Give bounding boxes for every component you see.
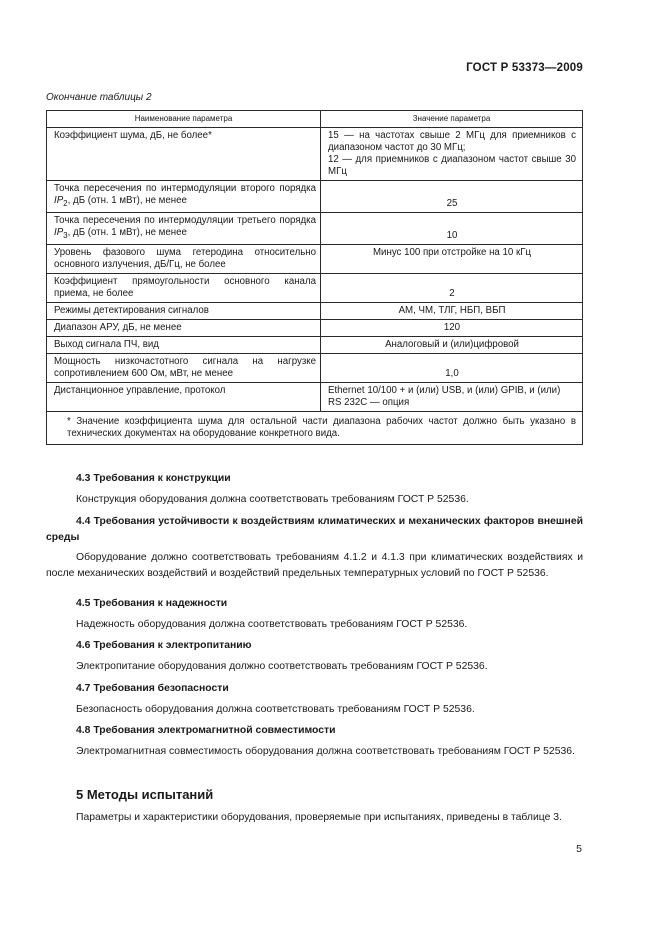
parameter-name: Диапазон АРУ, дБ, не менее <box>47 319 321 336</box>
section-paragraph: Надежность оборудования должна соответствовать требованиям ГОСТ Р 52536. <box>76 618 468 630</box>
table-row <box>47 382 583 411</box>
table-row <box>47 353 583 382</box>
section-paragraph: Конструкция оборудования должна соответствовать требованиям ГОСТ Р 52536. <box>76 493 469 505</box>
parameter-name: Дистанционное управление, протокол <box>47 382 321 411</box>
parameter-name: Точка пересечения по интермодуляции второго порядка $IP_2$, дБ (отн. 1 мВт), не менее <box>47 181 321 213</box>
section-4-4 <box>46 514 583 581</box>
section-4-5 <box>46 596 583 632</box>
parameter-value: 10 <box>321 212 583 244</box>
section-heading: 4.6 Требования к электропитанию <box>76 640 252 651</box>
column-header-parameter-value: Значение параметра <box>321 111 583 128</box>
parameter-value: Минус 100 при отстройке на 10 кГц <box>321 244 583 273</box>
parameter-value: 2 <box>321 273 583 302</box>
section-4-3 <box>46 471 583 507</box>
table-footnote: * Значение коэффициента шума для остальной части диапазона рабочих частот должно быть указано в технических документах на оборудование конкретного вида. <box>47 411 583 444</box>
table-row <box>47 336 583 353</box>
section-heading: 4.5 Требования к надежности <box>76 598 228 609</box>
section-heading: 4.8 Требования электромагнитной совместимости <box>76 725 336 736</box>
page-number: 5 <box>576 843 582 855</box>
table-row <box>47 244 583 273</box>
parameter-value: 25 <box>321 181 583 213</box>
section-paragraph: Электромагнитная совместимость оборудования должна соответствовать требованиям ГОСТ Р 52536. <box>76 745 575 757</box>
column-header-parameter-name: Наименование параметра <box>47 111 321 128</box>
parameter-value: 120 <box>321 319 583 336</box>
parameter-value: АМ, ЧМ, ТЛГ, НБП, ВБП <box>321 302 583 319</box>
parameter-name: Выход сигнала ПЧ, вид <box>47 336 321 353</box>
parameter-value: Аналоговый и (или)цифровой <box>321 336 583 353</box>
table-footnote-row <box>47 411 583 444</box>
parameter-name: Коэффициент шума, дБ, не более* <box>47 128 321 181</box>
table-row <box>47 212 583 244</box>
section-heading: 4.4 Требования устойчивости к воздействиям климатических и механических факторов внешней среды <box>46 516 583 543</box>
table-row <box>47 181 583 213</box>
table-row <box>47 319 583 336</box>
section-heading: 4.3 Требования к конструкции <box>76 473 231 484</box>
section-heading: 4.7 Требования безопасности <box>76 683 229 694</box>
table-caption: Окончание таблицы 2 <box>46 92 152 103</box>
parameter-name: Уровень фазового шума гетеродина относительно основного излучения, дБ/Гц, не более <box>47 244 321 273</box>
parameter-value: 1,0 <box>321 353 583 382</box>
section-paragraph: Безопасность оборудования должна соответствовать требованиям ГОСТ Р 52536. <box>76 703 475 715</box>
parameters-table <box>46 110 583 445</box>
section-paragraph: Электропитание оборудования должно соответствовать требованиям ГОСТ Р 52536. <box>76 660 488 672</box>
section-4-8 <box>46 723 583 759</box>
parameter-value-line: 15 — на частотах свыше 2 МГц для приемников с диапазоном частот до 30 МГц; <box>328 130 576 153</box>
parameter-name: Точка пересечения по интермодуляции третьего порядка $IP_3$, дБ (отн. 1 мВт), не менее <box>47 212 321 244</box>
section-4-6 <box>46 638 583 674</box>
table-header-row <box>47 111 583 128</box>
parameter-name: Режимы детектирования сигналов <box>47 302 321 319</box>
table-row <box>47 302 583 319</box>
parameter-value: Ethernet 10/100 + и (или) USB, и (или) GPIB, и (или) RS 232C — опция <box>321 382 583 411</box>
parameter-name: Мощность низкочастотного сигнала на нагрузке сопротивлением 600 Ом, мВт, не менее <box>47 353 321 382</box>
parameter-name: Коэффициент прямоугольности основного канала приема, не более <box>47 273 321 302</box>
section-4-7 <box>46 681 583 717</box>
section-heading: 5 Методы испытаний <box>76 787 214 802</box>
document-designation: ГОСТ Р 53373—2009 <box>466 62 583 74</box>
parameter-value <box>321 128 583 181</box>
section-paragraph: Оборудование должно соответствовать требованиям 4.1.2 и 4.1.3 при климатических воздействиях и после механических воздействий и воздействий предельных температурных условий по ГОСТ Р 52536. <box>46 552 583 579</box>
section-5 <box>46 787 583 825</box>
table-row <box>47 273 583 302</box>
section-paragraph: Параметры и характеристики оборудования, проверяемые при испытаниях, приведены в таблице 3. <box>76 811 562 823</box>
table-row <box>47 128 583 181</box>
parameter-value-line: 12 — для приемников с диапазоном частот свыше 30 МГц <box>328 154 576 177</box>
